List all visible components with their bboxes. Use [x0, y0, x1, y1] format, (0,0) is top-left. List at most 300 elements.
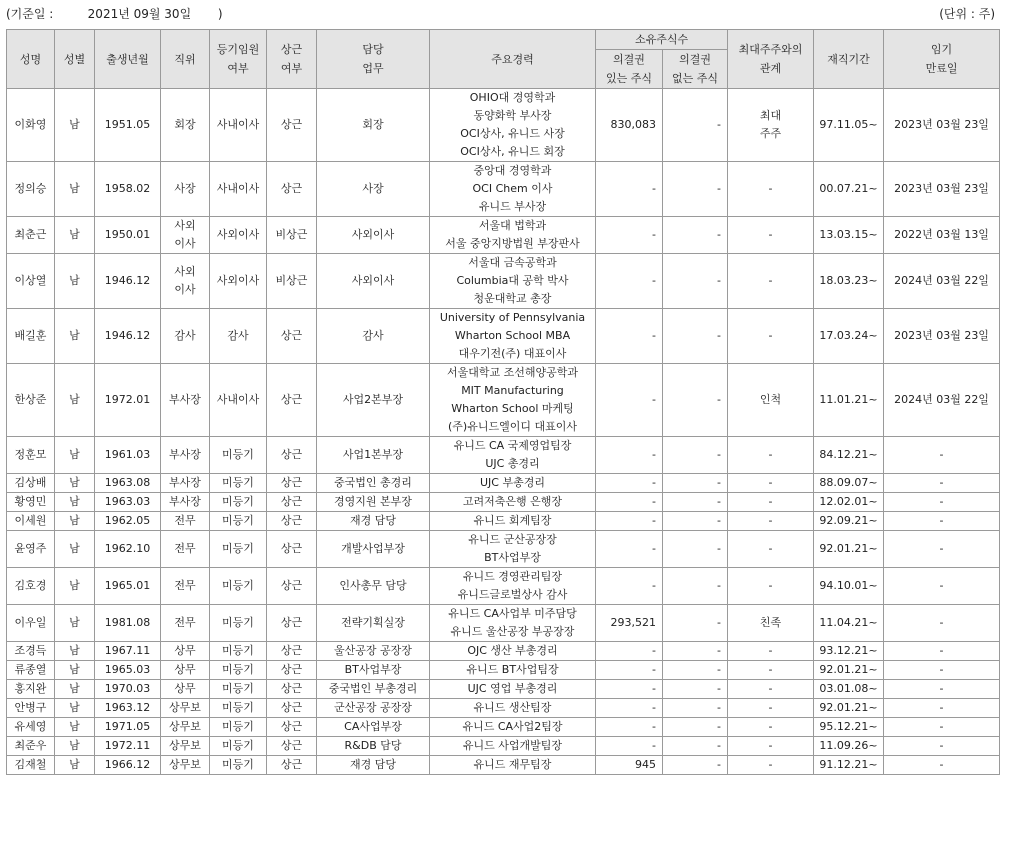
cell-registered: 감사 [210, 309, 267, 364]
cell-birth: 1963.12 [95, 699, 161, 718]
cell-duty: 개발사업부장 [317, 531, 430, 568]
cell-duty: 군산공장 공장장 [317, 699, 430, 718]
unit-label: (단위 : 주) [939, 7, 995, 21]
cell-voting: - [596, 254, 663, 309]
cell-position [161, 217, 210, 254]
cell-position [161, 756, 210, 775]
cell-career-line: 유니드 재무팀장 [473, 758, 552, 771]
table-row [7, 568, 1000, 605]
cell-career-line: 유니드 생산팀장 [473, 701, 552, 714]
cell-tenure: 97.11.05~ [814, 89, 884, 162]
cell-fulltime: 상근 [267, 309, 317, 364]
cell-position-line: 부사장 [169, 448, 201, 461]
cell-birth: 1950.01 [95, 217, 161, 254]
cell-birth: 1962.05 [95, 512, 161, 531]
executives-table [6, 29, 1000, 775]
table-row [7, 680, 1000, 699]
cell-duty: 감사 [317, 309, 430, 364]
cell-term: - [884, 605, 1000, 642]
cell-term: - [884, 680, 1000, 699]
cell-position-line: 이사 [174, 283, 196, 296]
cell-career [430, 254, 596, 309]
cell-position-line: 상무 [174, 682, 196, 695]
cell-position-line: 전무 [174, 514, 196, 527]
cell-position-line: 부사장 [169, 495, 201, 508]
cell-career-line: OCI Chem 이사 [472, 182, 553, 195]
cell-relation-line: - [768, 682, 773, 695]
cell-career-line: MIT Manufacturing [461, 384, 564, 397]
table-row [7, 737, 1000, 756]
cell-career-line: Columbia대 공학 박사 [456, 274, 569, 287]
cell-position-line: 상무보 [169, 701, 201, 714]
table-row [7, 162, 1000, 217]
cell-relation [728, 531, 814, 568]
cell-nonvoting: - [663, 680, 728, 699]
cell-career-line: 유니드 사업개발팀장 [462, 739, 563, 752]
cell-tenure: 92.01.21~ [814, 661, 884, 680]
cell-name: 황영민 [7, 493, 55, 512]
cell-tenure: 13.03.15~ [814, 217, 884, 254]
cell-gender: 남 [55, 568, 95, 605]
cell-career [430, 605, 596, 642]
cell-relation [728, 718, 814, 737]
cell-relation-line: - [768, 448, 773, 461]
cell-fulltime: 상근 [267, 661, 317, 680]
cell-gender: 남 [55, 642, 95, 661]
cell-fulltime: 상근 [267, 642, 317, 661]
cell-position-line: 상무보 [169, 720, 201, 733]
cell-name: 유세영 [7, 718, 55, 737]
cell-registered: 사내이사 [210, 364, 267, 437]
cell-voting: - [596, 642, 663, 661]
cell-position [161, 680, 210, 699]
table-row [7, 217, 1000, 254]
cell-term: 2023년 03월 23일 [884, 309, 1000, 364]
cell-voting: - [596, 699, 663, 718]
cell-career-line: UJC 영업 부총경리 [467, 682, 558, 695]
header-nonvoting: 의결권 없는 주식 [663, 50, 728, 89]
cell-duty: 사외이사 [317, 254, 430, 309]
cell-career-line: 서울대학교 조선해양공학과 [446, 366, 578, 379]
cell-fulltime: 상근 [267, 680, 317, 699]
cell-career-line: 유니드 CA사업부 미주담당 [448, 607, 577, 620]
cell-nonvoting: - [663, 364, 728, 437]
header-position: 직위 [161, 30, 210, 89]
table-row [7, 89, 1000, 162]
cell-term: - [884, 474, 1000, 493]
cell-position [161, 162, 210, 217]
cell-position [161, 89, 210, 162]
header-name: 성명 [7, 30, 55, 89]
cell-registered: 미등기 [210, 737, 267, 756]
cell-registered: 사내이사 [210, 89, 267, 162]
cell-career-line: 서울대 금속공학과 [468, 256, 557, 269]
cell-birth: 1946.12 [95, 254, 161, 309]
cell-career-line: 중앙대 경영학과 [473, 164, 552, 177]
cell-relation-line: 최대 [759, 109, 782, 122]
cell-name: 정의승 [7, 162, 55, 217]
table-row [7, 531, 1000, 568]
base-date-close: ) [217, 7, 223, 21]
cell-position-line: 전무 [174, 616, 196, 629]
cell-duty: CA사업부장 [317, 718, 430, 737]
cell-voting: - [596, 718, 663, 737]
cell-voting: - [596, 309, 663, 364]
cell-relation [728, 661, 814, 680]
cell-career-line: 대우기전(주) 대표이사 [458, 347, 567, 360]
header-shares: 소유주식수 [596, 30, 728, 50]
cell-nonvoting: - [663, 89, 728, 162]
cell-registered: 미등기 [210, 493, 267, 512]
cell-relation [728, 474, 814, 493]
cell-relation-line: - [768, 228, 773, 241]
cell-position-line: 사장 [174, 182, 196, 195]
cell-voting: - [596, 661, 663, 680]
cell-birth: 1963.08 [95, 474, 161, 493]
cell-career [430, 364, 596, 437]
cell-duty: 재경 담당 [317, 756, 430, 775]
cell-nonvoting: - [663, 437, 728, 474]
cell-birth: 1967.11 [95, 642, 161, 661]
cell-nonvoting: - [663, 661, 728, 680]
cell-career [430, 680, 596, 699]
cell-relation-line: - [768, 182, 773, 195]
cell-position [161, 512, 210, 531]
cell-voting: - [596, 162, 663, 217]
table-row [7, 493, 1000, 512]
header-fulltime: 상근 여부 [267, 30, 317, 89]
cell-fulltime: 상근 [267, 364, 317, 437]
cell-nonvoting: - [663, 699, 728, 718]
cell-gender: 남 [55, 364, 95, 437]
cell-relation-line: - [768, 514, 773, 527]
cell-relation [728, 217, 814, 254]
cell-nonvoting: - [663, 642, 728, 661]
cell-career-line: Wharton School MBA [454, 329, 571, 342]
cell-relation-line: - [768, 739, 773, 752]
header-tenure: 재직기간 [814, 30, 884, 89]
cell-name: 류종열 [7, 661, 55, 680]
cell-name: 조경득 [7, 642, 55, 661]
cell-registered: 미등기 [210, 661, 267, 680]
header-duty: 담당 업무 [317, 30, 430, 89]
cell-gender: 남 [55, 89, 95, 162]
cell-position-line: 감사 [174, 329, 196, 342]
cell-voting: 830,083 [596, 89, 663, 162]
cell-tenure: 95.12.21~ [814, 718, 884, 737]
cell-name: 김호경 [7, 568, 55, 605]
cell-position [161, 699, 210, 718]
cell-fulltime: 상근 [267, 162, 317, 217]
cell-voting: - [596, 737, 663, 756]
cell-name: 김재철 [7, 756, 55, 775]
cell-relation-line: 친족 [759, 616, 782, 629]
cell-birth: 1951.05 [95, 89, 161, 162]
cell-fulltime: 상근 [267, 89, 317, 162]
cell-fulltime: 상근 [267, 756, 317, 775]
cell-gender: 남 [55, 309, 95, 364]
cell-registered: 미등기 [210, 568, 267, 605]
cell-position-line: 상무 [174, 644, 196, 657]
cell-career [430, 718, 596, 737]
cell-term: - [884, 699, 1000, 718]
cell-gender: 남 [55, 162, 95, 217]
cell-position-line: 부사장 [169, 393, 201, 406]
cell-registered: 사내이사 [210, 162, 267, 217]
cell-position-line: 전무 [174, 542, 196, 555]
cell-birth: 1958.02 [95, 162, 161, 217]
cell-duty: 회장 [317, 89, 430, 162]
cell-relation-line: - [768, 758, 773, 771]
cell-duty: 인사총무 담당 [317, 568, 430, 605]
cell-career-line: 서울 중앙지방법원 부장판사 [445, 237, 580, 250]
cell-registered: 미등기 [210, 642, 267, 661]
cell-career-line: OHIO대 경영학과 [469, 91, 556, 104]
cell-career [430, 512, 596, 531]
cell-gender: 남 [55, 254, 95, 309]
cell-relation [728, 680, 814, 699]
cell-tenure: 93.12.21~ [814, 642, 884, 661]
cell-tenure: 88.09.07~ [814, 474, 884, 493]
cell-career [430, 699, 596, 718]
cell-relation [728, 437, 814, 474]
cell-name: 최춘근 [7, 217, 55, 254]
cell-career-line: 유니드글로벌상사 감사 [457, 588, 568, 601]
cell-relation [728, 756, 814, 775]
cell-birth: 1961.03 [95, 437, 161, 474]
cell-name: 최준우 [7, 737, 55, 756]
cell-position [161, 642, 210, 661]
cell-tenure: 92.01.21~ [814, 531, 884, 568]
base-date: 2021년 09월 30일 [87, 7, 192, 21]
cell-birth: 1970.03 [95, 680, 161, 699]
cell-tenure: 94.10.01~ [814, 568, 884, 605]
cell-nonvoting: - [663, 474, 728, 493]
cell-term: - [884, 756, 1000, 775]
cell-duty: R&DB 담당 [317, 737, 430, 756]
cell-career [430, 642, 596, 661]
cell-career-line: OJC 생산 부총경리 [467, 644, 558, 657]
cell-career-line: 서울대 법학과 [478, 219, 547, 232]
table-row [7, 254, 1000, 309]
cell-gender: 남 [55, 680, 95, 699]
cell-term: 2024년 03월 22일 [884, 254, 1000, 309]
cell-nonvoting: - [663, 737, 728, 756]
cell-fulltime: 상근 [267, 474, 317, 493]
cell-nonvoting: - [663, 756, 728, 775]
cell-voting: - [596, 364, 663, 437]
cell-nonvoting: - [663, 531, 728, 568]
cell-registered: 미등기 [210, 756, 267, 775]
cell-relation [728, 699, 814, 718]
cell-name: 안병구 [7, 699, 55, 718]
cell-fulltime: 상근 [267, 605, 317, 642]
cell-position-line: 회장 [174, 118, 196, 131]
cell-nonvoting: - [663, 568, 728, 605]
cell-registered: 미등기 [210, 699, 267, 718]
cell-gender: 남 [55, 474, 95, 493]
cell-career-line: Wharton School 마케팅 [451, 402, 574, 415]
table-row [7, 309, 1000, 364]
cell-registered: 미등기 [210, 531, 267, 568]
cell-term: - [884, 512, 1000, 531]
cell-career [430, 474, 596, 493]
table-row [7, 474, 1000, 493]
cell-name: 이우일 [7, 605, 55, 642]
cell-position [161, 493, 210, 512]
cell-name: 윤영주 [7, 531, 55, 568]
cell-relation-line: - [768, 495, 773, 508]
cell-tenure: 92.01.21~ [814, 699, 884, 718]
cell-name: 이상열 [7, 254, 55, 309]
cell-registered: 미등기 [210, 437, 267, 474]
cell-relation [728, 89, 814, 162]
cell-birth: 1965.03 [95, 661, 161, 680]
cell-tenure: 12.02.01~ [814, 493, 884, 512]
cell-term: - [884, 737, 1000, 756]
cell-nonvoting: - [663, 217, 728, 254]
cell-duty: BT사업부장 [317, 661, 430, 680]
cell-name: 이화영 [7, 89, 55, 162]
header-relation: 최대주주와의 관계 [728, 30, 814, 89]
cell-term: - [884, 568, 1000, 605]
cell-position-line: 상무보 [169, 739, 201, 752]
table-row [7, 718, 1000, 737]
cell-relation [728, 512, 814, 531]
cell-term: 2023년 03월 23일 [884, 89, 1000, 162]
cell-birth: 1963.03 [95, 493, 161, 512]
cell-registered: 사외이사 [210, 254, 267, 309]
cell-duty: 중국법인 부총경리 [317, 680, 430, 699]
cell-duty: 울산공장 공장장 [317, 642, 430, 661]
cell-career-line: OCI상사, 유니드 사장 [460, 127, 565, 140]
cell-tenure: 84.12.21~ [814, 437, 884, 474]
cell-gender: 남 [55, 531, 95, 568]
cell-term: - [884, 661, 1000, 680]
cell-relation [728, 605, 814, 642]
cell-gender: 남 [55, 605, 95, 642]
cell-position [161, 605, 210, 642]
cell-career [430, 661, 596, 680]
cell-nonvoting: - [663, 162, 728, 217]
cell-career-line: 유니드 CA사업2팀장 [462, 720, 563, 733]
cell-birth: 1962.10 [95, 531, 161, 568]
cell-career-line: 동양화학 부사장 [473, 109, 552, 122]
cell-career-line: UJC 총경리 [485, 457, 540, 470]
cell-nonvoting: - [663, 309, 728, 364]
cell-tenure: 00.07.21~ [814, 162, 884, 217]
cell-nonvoting: - [663, 512, 728, 531]
cell-relation [728, 162, 814, 217]
cell-registered: 미등기 [210, 605, 267, 642]
cell-name: 한상준 [7, 364, 55, 437]
cell-fulltime: 상근 [267, 718, 317, 737]
cell-career-line: 유니드 BT사업팀장 [466, 663, 559, 676]
cell-birth: 1972.01 [95, 364, 161, 437]
cell-gender: 남 [55, 737, 95, 756]
base-date-label: (기준일 : [6, 7, 54, 21]
cell-registered: 사외이사 [210, 217, 267, 254]
cell-term: - [884, 718, 1000, 737]
cell-career-line: 유니드 경영관리팀장 [462, 570, 563, 583]
cell-gender: 남 [55, 661, 95, 680]
cell-term: - [884, 642, 1000, 661]
cell-relation-line: - [768, 274, 773, 287]
cell-voting: - [596, 437, 663, 474]
cell-term: 2022년 03월 13일 [884, 217, 1000, 254]
cell-voting: - [596, 493, 663, 512]
cell-career-line: 유니드 회계팀장 [473, 514, 552, 527]
cell-relation [728, 254, 814, 309]
cell-gender: 남 [55, 437, 95, 474]
cell-nonvoting: - [663, 493, 728, 512]
table-row [7, 605, 1000, 642]
cell-fulltime: 상근 [267, 699, 317, 718]
cell-voting: - [596, 512, 663, 531]
cell-career [430, 162, 596, 217]
cell-career-line: BT사업부장 [484, 551, 541, 564]
cell-name: 이세원 [7, 512, 55, 531]
cell-term: - [884, 493, 1000, 512]
cell-term: 2023년 03월 23일 [884, 162, 1000, 217]
cell-voting: - [596, 217, 663, 254]
cell-birth: 1972.11 [95, 737, 161, 756]
cell-career-line: 유니드 CA 국제영업팀장 [453, 439, 572, 452]
cell-nonvoting: - [663, 254, 728, 309]
cell-career-line: 고려저축은행 은행장 [462, 495, 563, 508]
header-term: 임기 만료일 [884, 30, 1000, 89]
cell-tenure: 11.04.21~ [814, 605, 884, 642]
cell-name: 배길훈 [7, 309, 55, 364]
table-row [7, 661, 1000, 680]
cell-relation [728, 493, 814, 512]
cell-duty: 전략기획실장 [317, 605, 430, 642]
base-date-line [6, 5, 223, 22]
cell-position [161, 254, 210, 309]
header-registered: 등기임원 여부 [210, 30, 267, 89]
cell-fulltime: 상근 [267, 568, 317, 605]
cell-duty: 사외이사 [317, 217, 430, 254]
cell-tenure: 03.01.08~ [814, 680, 884, 699]
cell-voting: - [596, 680, 663, 699]
cell-relation-line: - [768, 701, 773, 714]
report-header [0, 0, 1011, 26]
cell-birth: 1981.08 [95, 605, 161, 642]
cell-term: - [884, 437, 1000, 474]
table-row [7, 642, 1000, 661]
cell-registered: 미등기 [210, 474, 267, 493]
cell-tenure: 91.12.21~ [814, 756, 884, 775]
cell-tenure: 18.03.23~ [814, 254, 884, 309]
cell-gender: 남 [55, 718, 95, 737]
cell-registered: 미등기 [210, 718, 267, 737]
cell-career-line: 청운대학교 총장 [473, 292, 552, 305]
cell-position-line: 상무보 [169, 758, 201, 771]
cell-birth: 1971.05 [95, 718, 161, 737]
cell-relation-line: - [768, 579, 773, 592]
cell-career-line: 유니드 군산공장장 [468, 533, 557, 546]
cell-fulltime: 상근 [267, 437, 317, 474]
cell-tenure: 17.03.24~ [814, 309, 884, 364]
cell-career-line: University of Pennsylvania [439, 311, 586, 324]
cell-career [430, 756, 596, 775]
cell-position [161, 531, 210, 568]
cell-position-line: 사외 [174, 219, 196, 232]
cell-name: 정훈모 [7, 437, 55, 474]
cell-fulltime: 상근 [267, 531, 317, 568]
cell-career [430, 217, 596, 254]
cell-relation-line: 인척 [759, 393, 782, 406]
